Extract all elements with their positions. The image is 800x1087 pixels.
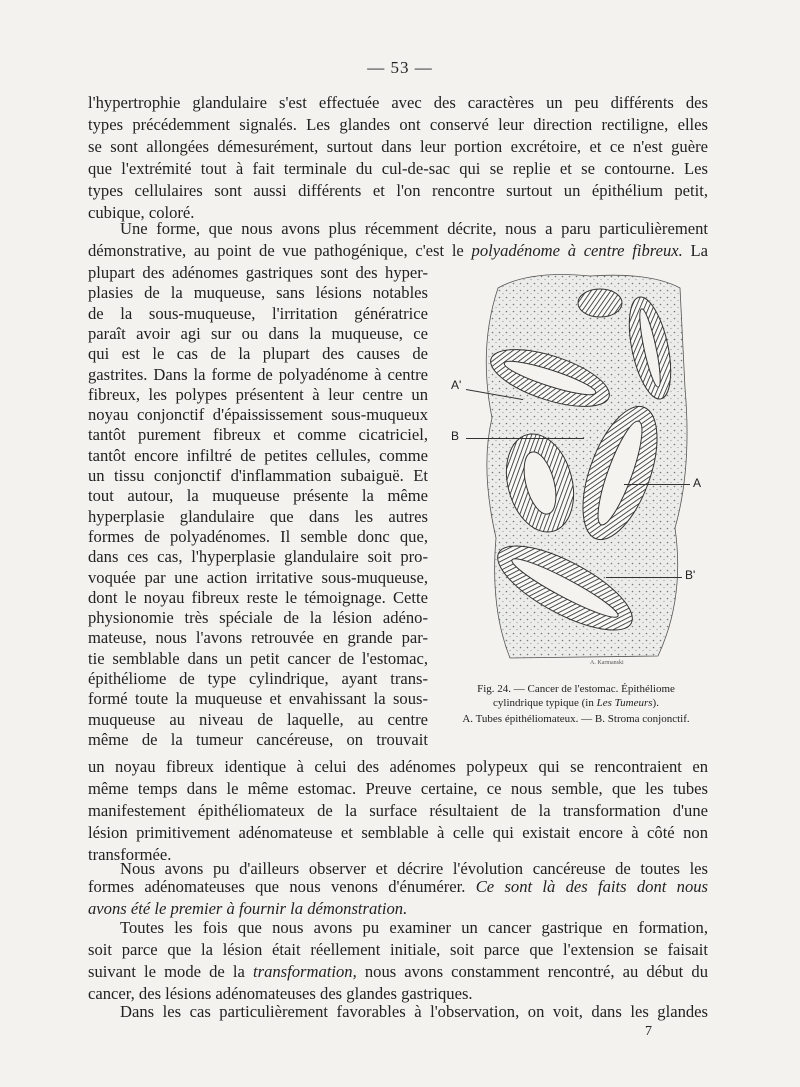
text-line: se sont allongées démesurément, surtout dans leur portion excrétoire, et ce n'est guère (88, 137, 708, 156)
label-a-prime: A' (451, 378, 462, 392)
text-line: cancer, des lésions adénomateuses des glandes gastriques. (88, 984, 473, 1003)
text-line: gastrites. Dans la forme de polyadénome à centre (88, 364, 428, 384)
text-line: que l'extrémité tout à fait terminale du cul-de-sac qui se replie et se contourne. Les (88, 159, 708, 178)
caption-run: ). (652, 697, 659, 709)
text-line: plasies de la muqueuse, sans lésions notables (88, 283, 428, 303)
label-a: A (693, 476, 702, 490)
text-line: mateuse, nous l'avons retrouvée en grande par- (88, 628, 428, 648)
text-line: Dans les cas particulièrement favorables à l'observation, on voit, dans les glandes (120, 1002, 708, 1021)
text-line: manifestement épithéliomateux de la surface résultaient de la transformation d'une (88, 801, 708, 820)
caption-italic: Les Tumeurs (596, 697, 653, 709)
text-line: paraît avoir agi sur ou dans la muqueuse, ce (88, 323, 428, 343)
text-line: tout autour, la muqueuse présente la même (88, 486, 428, 506)
text-line: tantôt encore infiltré de petites cellules, comme (88, 445, 428, 465)
text-line: dans ces cas, l'hyperplasie glandulaire soit pro- (88, 547, 428, 567)
text-line: Nous avons pu d'ailleurs observer et décrire l'évolution cancéreuse de toutes les (120, 859, 708, 878)
text-line: plupart des adénomes gastriques sont des hyper- (88, 263, 428, 282)
text-line: types précédemment signalés. Les glandes ont conservé leur direction rectiligne, elles (88, 115, 708, 134)
text-line: muqueuse au niveau de laquelle, au centre (88, 709, 428, 729)
italic-sentence: Ce sont là des faits dont nous (475, 877, 708, 896)
text-line: tantôt purement fibreux et comme cicatriciel, (88, 425, 428, 445)
figure-caption: Fig. 24. — Cancer de l'estomac. Épithéliome (477, 683, 675, 695)
text-line: lésion primitivement adénomateuse et semblable à celle qui existait encore à côté non (88, 823, 708, 842)
figure-caption: A. Tubes épithéliomateux. — B. Stroma conjonctif. (462, 713, 690, 725)
page-number: — 53 — (367, 58, 433, 77)
histology-figure (470, 268, 702, 668)
text-line (88, 876, 708, 898)
text-run: suivant le mode de la (88, 962, 245, 981)
text-line: même temps dans le même estomac. Preuve certaine, ce nous semble, que les tubes (88, 779, 708, 798)
italic-term: polyadénome à centre fibreux. (471, 241, 683, 260)
text-line: types cellulaires sont aussi différents et l'on rencontre surtout un épithélium petit, (88, 181, 708, 200)
label-b-prime: B' (685, 568, 696, 582)
leader-line (624, 484, 690, 485)
text-line: noyau conjonctif d'épaississement sous-muqueux (88, 405, 428, 425)
text-line: formé toute la muqueuse et envahissant la sous- (88, 689, 428, 709)
text-line: tie semblable dans un petit cancer de l'estomac, (88, 648, 428, 668)
leader-line (466, 438, 584, 439)
text-line: l'hypertrophie glandulaire s'est effectuée avec des caractères un peu différents des (88, 93, 708, 112)
text-line: physionomie très spéciale de la lésion adéno- (88, 608, 428, 628)
text-line (88, 240, 708, 262)
italic-sentence: avons été le premier à fournir la démonstration. (88, 899, 408, 918)
caption-run: cylindrique typique (in (493, 697, 594, 709)
text-line: Une forme, que nous avons plus récemment décrite, nous a paru particulièrement (120, 219, 708, 238)
text-line: hyperplasie glandulaire que dans les autres (88, 506, 428, 526)
text-run: formes adénomateuses que nous venons d'énumérer. (88, 877, 466, 896)
text-line: transformée. (88, 845, 172, 864)
tube (578, 289, 622, 317)
text-line: formes de polyadénomes. Il semble donc que, (88, 526, 428, 546)
engraver-signature: A. Karmanski (590, 660, 624, 666)
text-run: La (682, 241, 708, 260)
text-line: dont le noyau fibreux reste le témoignage. Cette (88, 587, 428, 607)
text-line: fibreux, les polypes présentent à leur centre un (88, 384, 428, 404)
text-line: de la sous-muqueuse, l'irritation génératrice (88, 303, 428, 323)
text-line: Toutes les fois que nous avons pu examiner un cancer gastrique en formation, (120, 918, 708, 937)
text-line: soit parce que la lésion était réellement initiale, soit parce que l'extension se faisait (88, 940, 708, 959)
signature-mark: 7 (645, 1024, 652, 1039)
text-line: voquée par une action irritative sous-muqueuse, (88, 567, 428, 587)
text-run: démonstrative, au point de vue pathogénique, c'est le (88, 241, 464, 260)
text-line: qui est le cas de la plupart des causes de (88, 344, 428, 364)
text-line: un tissu conjonctif d'inflammation subaiguë. Et (88, 466, 428, 485)
text-run: nous avons constamment rencontré, au début du (356, 962, 708, 981)
text-line: même de la tumeur cancéreuse, on trouvait (88, 729, 428, 749)
text-line: cubique, coloré. (88, 203, 195, 222)
text-line: épithéliome de type cylindrique, ayant trans- (88, 669, 428, 688)
text-line: un noyau fibreux identique à celui des adénomes polypeux qui se rencontraient en (88, 757, 708, 776)
figure-caption (440, 696, 712, 710)
label-b: B (451, 429, 460, 443)
italic-term: transformation, (253, 962, 357, 981)
text-line (88, 961, 708, 983)
leader-line (606, 577, 682, 578)
